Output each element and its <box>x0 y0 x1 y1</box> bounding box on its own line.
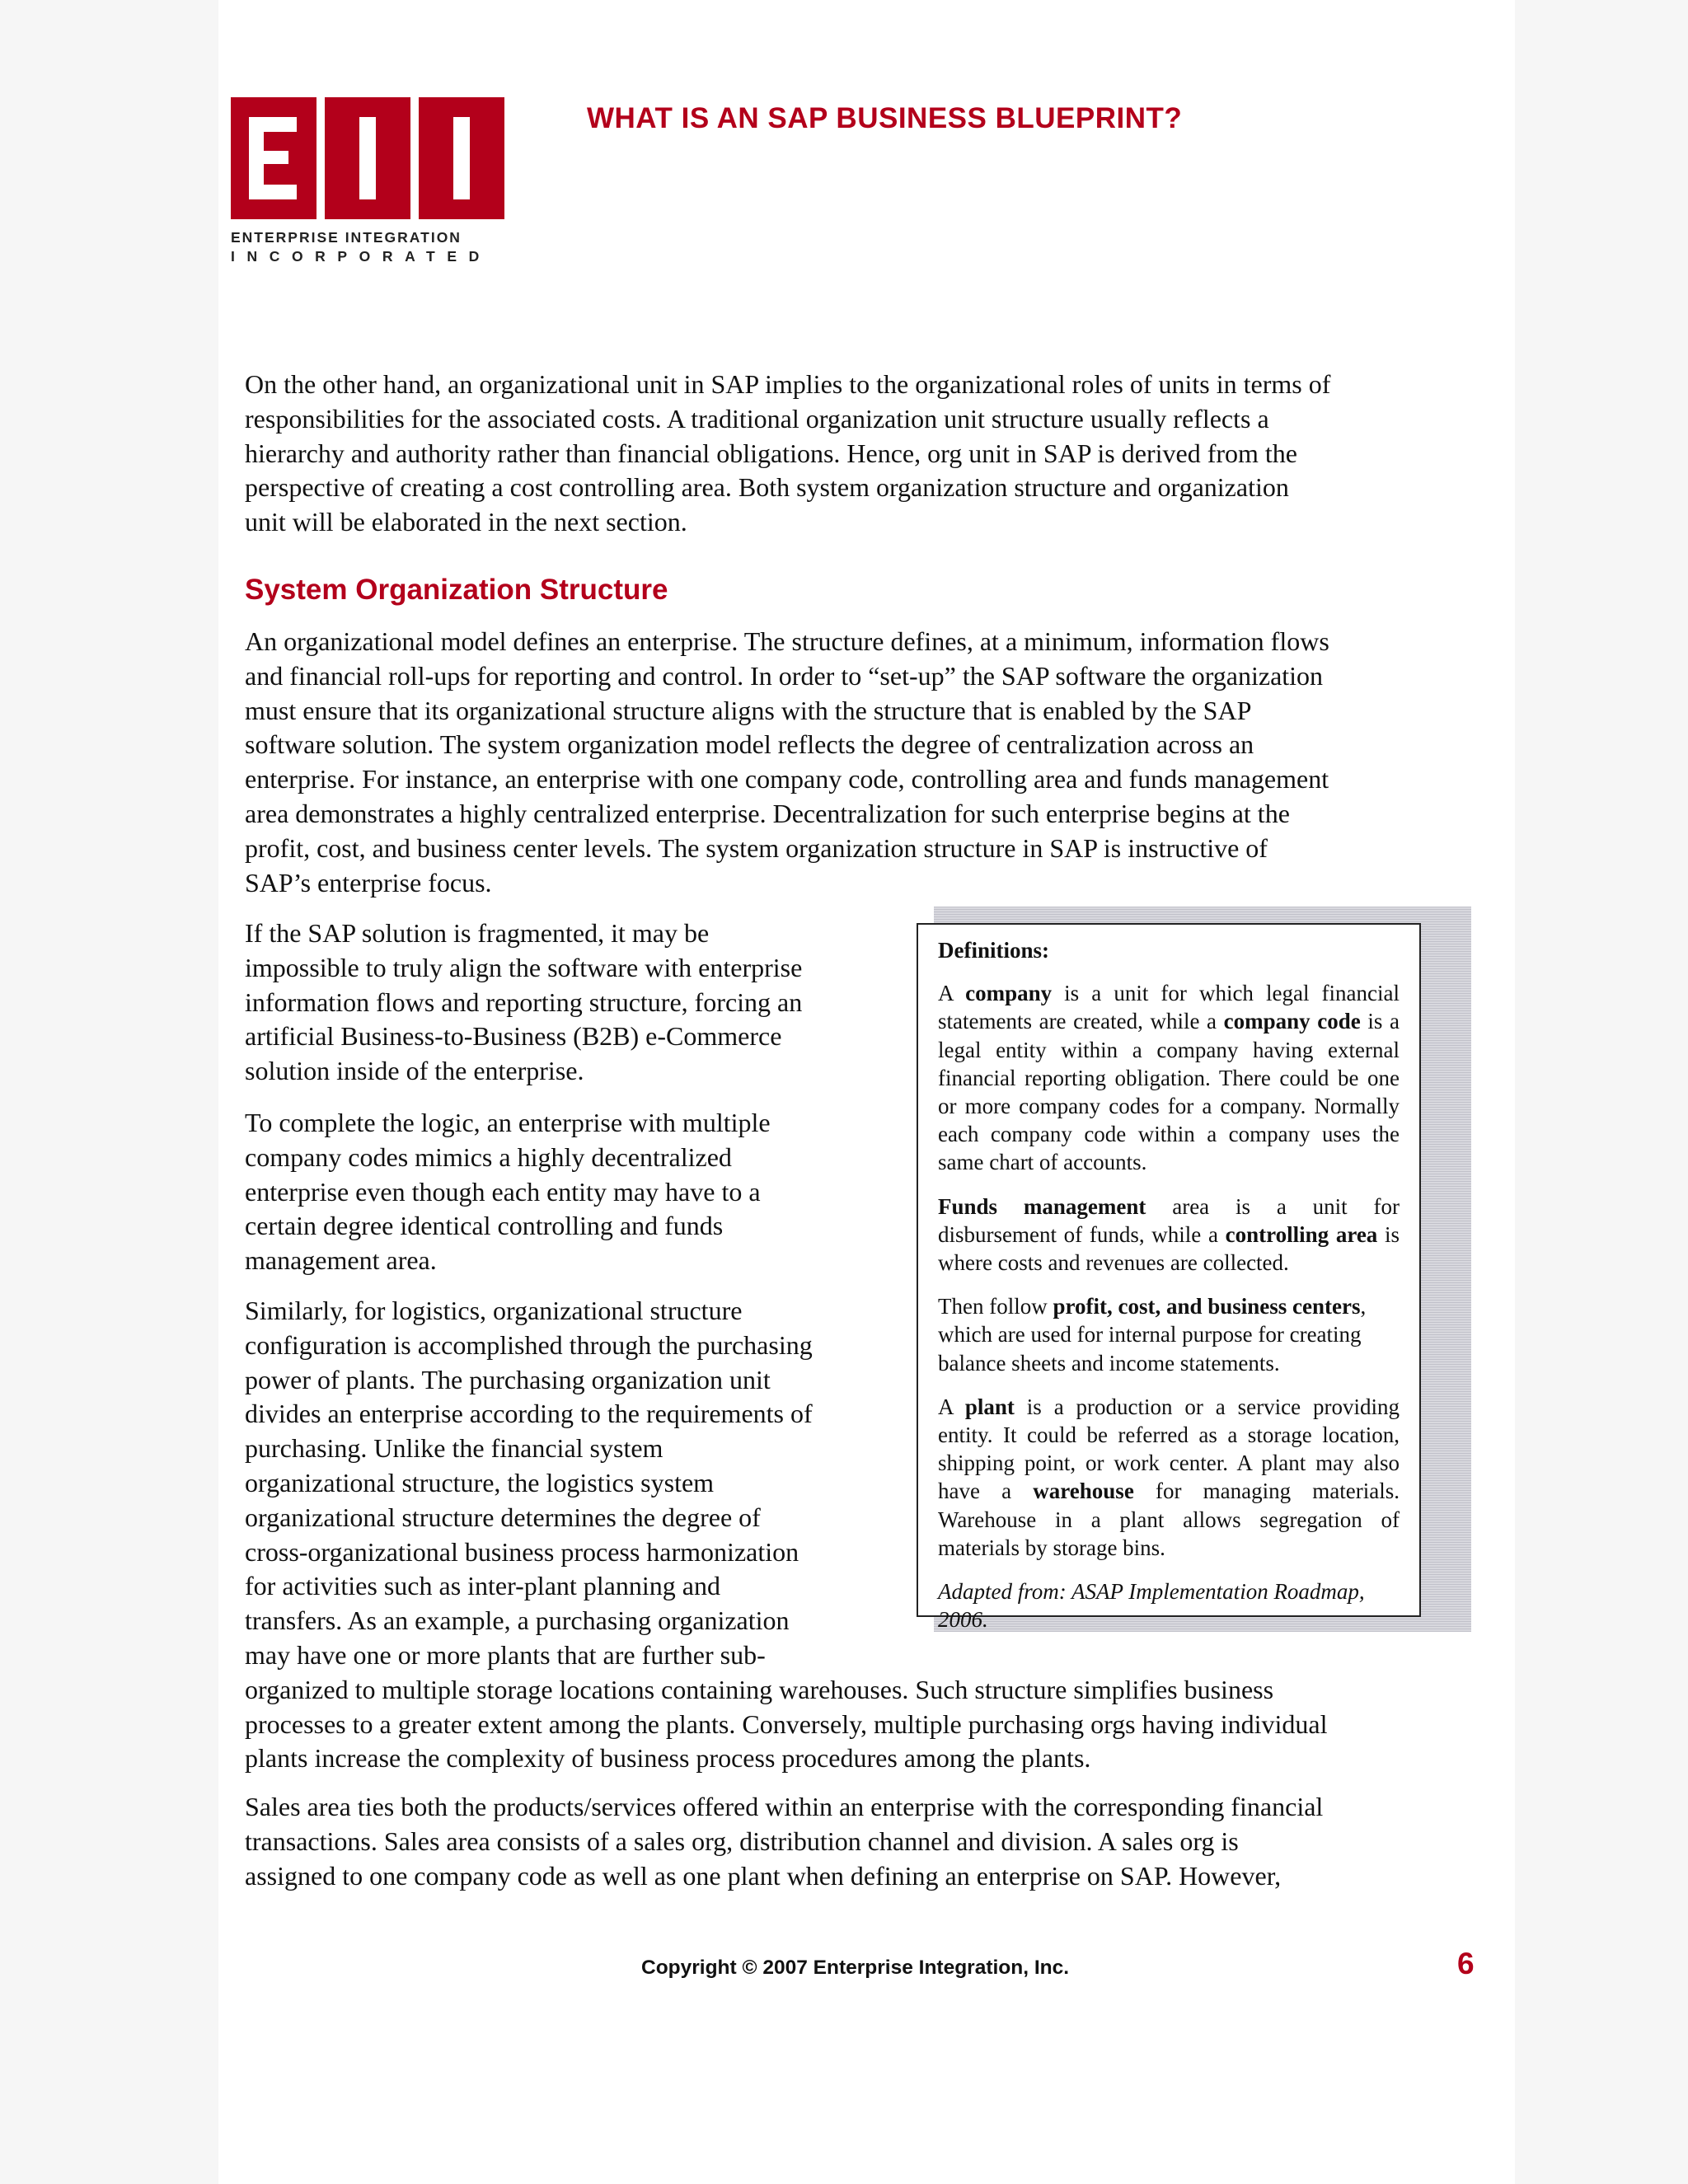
text-line: hierarchy and authority rather than financial obligations. Hence, org unit in SAP is derived from the <box>245 438 1297 468</box>
text-line: divides an enterprise according to the requirements of <box>245 1399 813 1429</box>
footer-copyright: Copyright © 2007 Enterprise Integration, Inc. <box>641 1957 1070 1979</box>
text-line: SAP’s enterprise focus. <box>245 867 492 898</box>
text-line: assigned to one company code as well as one plant when defining an enterprise on SAP. However, <box>245 1860 1282 1891</box>
term-controlling-area: controlling area <box>1225 1221 1378 1247</box>
definition-centers: Then follow profit, cost, and business centers, which are used for internal purpose for creating balance sheets and income statements. <box>938 1294 1367 1376</box>
text-line: Similarly, for logistics, organizational structure <box>245 1296 743 1325</box>
text-line: artificial Business-to-Business (B2B) e-Commerce <box>245 1021 782 1052</box>
term-plant: plant <box>964 1394 1015 1419</box>
text-line: must ensure that its organizational structure aligns with the structure that is enabled by the SAP <box>245 695 1252 725</box>
text-line: may have one or more plants that are further sub- <box>245 1639 766 1670</box>
logo-letter-e <box>231 97 316 219</box>
text-line: To complete the logic, an enterprise with multiple <box>245 1108 771 1137</box>
text-line: plants increase the complexity of business process procedures among the plants. <box>245 1743 1091 1774</box>
logo-wordmark-line1: ENTERPRISE INTEGRATION <box>231 229 462 246</box>
text-line: enterprise even though each entity may have to a <box>245 1176 761 1207</box>
definitions-box <box>917 923 1421 1633</box>
term-company-code: company code <box>1223 1009 1361 1034</box>
definition-funds-management: Funds management area is a unit for disbursement of funds, while a controlling area is where costs and revenues are collected. <box>938 1193 1400 1276</box>
logo-letter-i-second <box>419 97 504 219</box>
org-model-paragraph <box>245 625 1329 900</box>
text-line: impossible to truly align the software with enterprise <box>245 952 803 982</box>
text-line: On the other hand, an organizational unit in SAP implies to the organizational roles of units in terms of <box>245 369 1331 399</box>
page-number: 6 <box>1457 1947 1475 1980</box>
text-line: cross-organizational business process harmonization <box>245 1536 799 1567</box>
text-line: If the SAP solution is fragmented, it may be <box>245 918 710 948</box>
text-line: for activities such as inter-plant planning and <box>245 1571 720 1601</box>
intro-paragraph <box>245 368 1330 540</box>
definition-plant: A plant is a production or a service providing entity. It could be referred as a storage location, shipping point, or work center. A plant may also have a warehouse for managing materials. Warehouse in a plant allows segregation of materials by storage bins. <box>938 1394 1400 1560</box>
text-line: enterprise. For instance, an enterprise with one company code, controlling area and funds management <box>245 764 1329 794</box>
definition-company: A company is a unit for which legal financial statements are created, while a company code is a legal entity within a company having external financial reporting obligation. There could be one or more company codes for a company. Normally each company code within a company uses the same chart of accounts. <box>938 981 1400 1175</box>
text-line: profit, cost, and business center levels. The system organization structure in SAP is instructive of <box>245 832 1268 863</box>
fragmented-paragraph <box>245 916 802 1089</box>
text-line: transactions. Sales area consists of a sales org, distribution channel and division. A sales org is <box>245 1825 1239 1856</box>
text-line: and financial roll-ups for reporting and control. In order to “set-up” the SAP software the organization <box>245 660 1324 691</box>
page-margin-right <box>1515 0 1688 2184</box>
text-line: purchasing. Unlike the financial system <box>245 1433 663 1464</box>
logo-wordmark-line2: INCORPORATED <box>231 248 491 265</box>
text-line: organized to multiple storage locations containing warehouses. Such structure simplifies business <box>245 1674 1274 1704</box>
text-line: certain degree identical controlling and funds <box>245 1211 724 1241</box>
logo-letter-blocks <box>231 97 504 219</box>
definitions-source: Adapted from: ASAP Implementation Roadmap, 2006. <box>938 1579 1365 1633</box>
term-company: company <box>965 981 1053 1006</box>
text-line: unit will be elaborated in the next section. <box>245 507 687 537</box>
term-warehouse: warehouse <box>1033 1479 1134 1504</box>
text-line: configuration is accomplished through the purchasing <box>245 1329 813 1360</box>
text-line: management area. <box>245 1245 437 1276</box>
text-line: information flows and reporting structure, forcing an <box>245 987 803 1017</box>
text-line: organizational structure determines the degree of <box>245 1502 761 1532</box>
text-line: perspective of creating a cost controlling area. Both system organization structure and organization <box>245 472 1289 503</box>
text-line: responsibilities for the associated costs. A traditional organization unit structure usually reflects a <box>245 403 1269 434</box>
sales-area-paragraph <box>245 1790 1323 1893</box>
text-line: organizational structure, the logistics system <box>245 1467 715 1497</box>
term-centers: profit, cost, and business centers <box>1053 1294 1361 1319</box>
page-margin-left <box>0 0 218 2184</box>
company-logo <box>231 97 504 265</box>
text-line: company codes mimics a highly decentralized <box>245 1141 732 1172</box>
text-line: transfers. As an example, a purchasing organization <box>245 1605 790 1636</box>
text-line: processes to a greater extent among the plants. Conversely, multiple purchasing orgs having individual <box>245 1708 1328 1739</box>
section-heading: System Organization Structure <box>245 574 668 606</box>
page-header-title: WHAT IS AN SAP BUSINESS BLUEPRINT? <box>587 102 1183 134</box>
logo-letter-i-first <box>325 97 410 219</box>
text-line: software solution. The system organization model reflects the degree of centralization across an <box>245 729 1254 760</box>
definitions-title: Definitions: <box>938 938 1049 963</box>
text-line: Sales area ties both the products/services offered within an enterprise with the corresponding financial <box>245 1792 1324 1821</box>
term-funds-management: Funds management <box>938 1193 1146 1219</box>
text-line: An organizational model defines an enterprise. The structure defines, at a minimum, information flows <box>245 626 1329 656</box>
text-line: power of plants. The purchasing organization unit <box>245 1364 771 1394</box>
logic-paragraph <box>245 1106 771 1278</box>
text-line: area demonstrates a highly centralized enterprise. Decentralization for such enterprise begins at the <box>245 798 1290 828</box>
text-line: solution inside of the enterprise. <box>245 1056 584 1086</box>
